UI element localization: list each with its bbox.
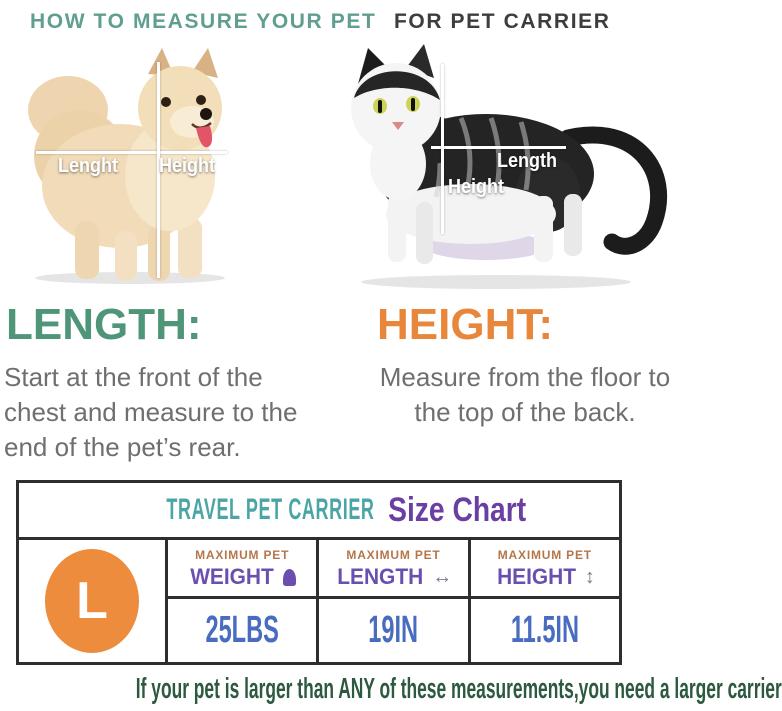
length-definition-text: Start at the front of the chest and measure to the end of the pet’s rear.: [4, 362, 298, 462]
height-column-header: [471, 540, 619, 599]
page-title-left: HOW TO MEASURE YOUR PET: [30, 10, 377, 33]
cat-height-label: Height: [448, 176, 504, 198]
height-column: [471, 540, 619, 662]
footer-warning-note: If your pet is larger than ANY of these measurements,you need a larger carrier: [135, 673, 782, 705]
height-definition-heading: HEIGHT:: [377, 300, 553, 349]
dog-height-label: Height: [159, 155, 215, 177]
height-column-subtitle: MAXIMUM PET: [497, 548, 592, 562]
page-title-right: FOR PET CARRIER: [394, 10, 611, 33]
max-weight-value: 25LBS: [205, 609, 279, 651]
weight-column-label: WEIGHT: [190, 564, 274, 589]
length-column: [319, 540, 470, 662]
dog-length-label: Lenght: [58, 155, 118, 177]
weight-icon: [283, 569, 296, 586]
cat-length-label: Length: [497, 150, 557, 172]
max-height-value: 11.5IN: [510, 609, 579, 651]
length-column-header: [319, 540, 467, 599]
size-badge: L: [45, 549, 139, 653]
weight-column: [168, 540, 319, 662]
length-column-label: LENGTH: [337, 564, 423, 589]
length-definition-heading: LENGTH:: [6, 300, 202, 349]
dog-length-line: [36, 151, 227, 154]
vertical-arrows-icon: ↕: [584, 566, 595, 588]
size-chart-title-row: [19, 483, 619, 540]
weight-column-subtitle: MAXIMUM PET: [195, 548, 290, 562]
max-length-value: 19IN: [368, 609, 419, 651]
size-chart-title: TRAVEL PET CARRIER: [166, 493, 375, 526]
horizontal-arrows-icon: ↔: [432, 566, 453, 588]
length-column-subtitle: MAXIMUM PET: [346, 548, 441, 562]
cat-length-line: [431, 146, 566, 149]
cat-height-line: [441, 64, 444, 234]
height-definition-text: Measure from the floor to the top of the back.: [379, 362, 671, 427]
height-column-label: HEIGHT: [496, 564, 576, 589]
size-chart-body: [19, 540, 619, 662]
weight-column-header: [168, 540, 316, 599]
size-chart-subtitle: Size Chart: [388, 490, 527, 529]
size-badge-cell: [19, 540, 168, 662]
size-chart-table: [16, 480, 622, 665]
